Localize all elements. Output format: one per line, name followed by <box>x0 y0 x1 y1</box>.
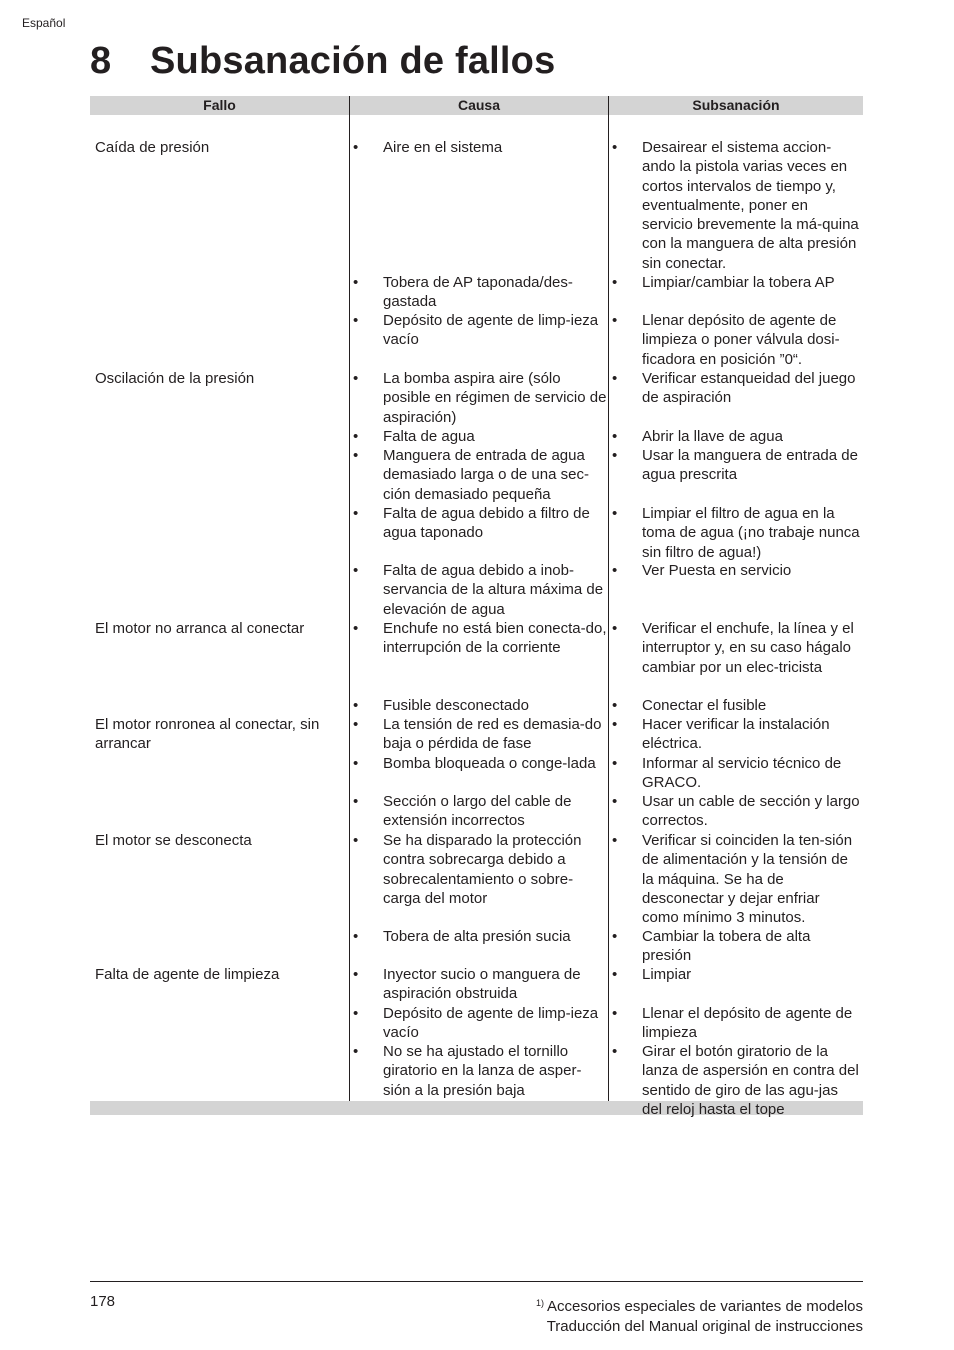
footer-notes <box>536 1293 863 1337</box>
remedy-text: Usar la manguera de entrada de agua prescrita <box>642 447 858 484</box>
cause-text: Falta de agua debido a inob-servancia de la altura máxima de elevación de agua <box>383 562 604 618</box>
footnote-text: Accesorios especiales de variantes de modelos <box>546 1298 863 1315</box>
cause-text: Tobera de AP taponada/des-gastada <box>383 274 573 311</box>
footnote-marker: 1) <box>535 1298 544 1308</box>
bullet: • <box>353 505 359 522</box>
bullet: • <box>612 966 618 983</box>
bullet: • <box>353 755 359 772</box>
remedy-column <box>608 115 863 1118</box>
bullet: • <box>353 1043 359 1060</box>
manual-note: Traducción del Manual original de instrucciones <box>546 1318 863 1335</box>
cause-item <box>353 1042 607 1100</box>
cause-item <box>353 273 607 312</box>
remedy-text: Limpiar <box>642 966 692 983</box>
bullet: • <box>353 793 359 810</box>
remedy-item <box>612 754 860 793</box>
bullet: • <box>612 697 618 714</box>
cause-text: La tensión de red es demasia-do baja o pérdida de fase <box>383 716 602 753</box>
remedy-text: Llenar el depósito de agente de limpieza <box>642 1005 853 1042</box>
remedy-item <box>612 1042 860 1119</box>
remedy-text: Verificar si coinciden la ten-sión de alimentación y la tensión de la máquina. Se ha de desconectar y dejar enfriar como mínimo 3 minutos. <box>642 832 853 927</box>
remedy-item <box>612 715 860 754</box>
bullet: • <box>612 428 618 445</box>
cause-item <box>353 927 607 946</box>
bullet: • <box>353 274 359 291</box>
bullet: • <box>612 832 618 849</box>
cause-text: Se ha disparado la protección contra sobrecarga debido a sobrecalentamiento o sobre-carga del motor <box>383 832 582 907</box>
remedy-item <box>612 311 860 369</box>
bullet: • <box>612 755 618 772</box>
remedy-item <box>612 831 860 927</box>
cause-item <box>353 619 607 658</box>
cause-text: Inyector sucio o manguera de aspiración obstruida <box>383 966 581 1003</box>
cause-text: Tobera de alta presión sucia <box>383 928 571 945</box>
remedy-text: Ver Puesta en servicio <box>642 562 792 579</box>
cause-item <box>353 965 607 1004</box>
fault-cell: Falta de agente de limpieza <box>95 966 280 983</box>
remedy-text: Verificar el enchufe, la línea y el interruptor y, en su caso hágalo cambiar por un elec-tricista <box>642 620 854 676</box>
remedy-text: Conectar el fusible <box>642 697 767 714</box>
page-number: 178 <box>90 1293 116 1310</box>
remedy-item <box>612 427 860 446</box>
bullet: • <box>612 139 618 156</box>
bullet: • <box>612 716 618 733</box>
remedy-item <box>612 792 860 831</box>
cause-text: Sección o largo del cable de extensión incorrectos <box>383 793 572 830</box>
cause-item <box>353 369 607 427</box>
remedy-item <box>612 1004 860 1043</box>
remedy-text: Desairear el sistema accion-ando la pistola varias veces en cortos intervalos de tiempo y, eventualmente, poner en servicio brevemente la má-quina con la manguera de alta presión sin conectar. <box>642 139 859 272</box>
remedy-item <box>612 138 860 273</box>
fault-column <box>90 115 349 1101</box>
fault-cell: El motor ronronea al conectar, sin arrancar <box>95 716 320 753</box>
language-label: Español <box>22 16 66 30</box>
remedy-text: Hacer verificar la instalación eléctrica. <box>642 716 830 753</box>
cause-item <box>353 138 607 157</box>
bullet: • <box>353 620 359 637</box>
remedy-text: Limpiar el filtro de agua en la toma de agua (¡no trabaje nunca sin filtro de agua!) <box>642 505 860 561</box>
cause-text: Fusible desconectado <box>383 697 529 714</box>
cause-text: Manguera de entrada de agua demasiado larga o de una sec-ción demasiado pequeña <box>383 447 589 503</box>
fault-cell: Oscilación de la presión <box>95 370 255 387</box>
bullet: • <box>612 505 618 522</box>
cause-text: Depósito de agente de limp-ieza vacío <box>383 312 599 349</box>
footer-divider <box>90 1281 863 1282</box>
cause-text: La bomba aspira aire (sólo posible en régimen de servicio de aspiración) <box>383 370 607 426</box>
section-title <box>90 40 555 83</box>
remedy-item <box>612 273 860 292</box>
remedy-text: Cambiar la tobera de alta presión <box>642 928 811 965</box>
fault-cell: Caída de presión <box>95 139 210 156</box>
header-fault: Fallo <box>203 97 236 113</box>
footnote <box>536 1293 863 1317</box>
bullet: • <box>353 966 359 983</box>
cause-item <box>353 792 607 831</box>
header-cause: Causa <box>349 96 608 115</box>
cause-item <box>353 504 607 543</box>
cause-text: Falta de agua debido a filtro de agua taponado <box>383 505 590 542</box>
bullet: • <box>353 447 359 464</box>
cause-item <box>353 311 607 350</box>
cause-item <box>353 427 607 446</box>
bullet: • <box>612 370 618 387</box>
remedy-text: Abrir la llave de agua <box>642 428 783 445</box>
cause-text: Enchufe no está bien conecta-do, interrupción de la corriente <box>383 620 607 657</box>
cause-text: No se ha ajustado el tornillo giratorio en la lanza de asper-sión a la presión baja <box>383 1043 582 1099</box>
remedy-item <box>612 446 860 485</box>
bullet: • <box>612 620 618 637</box>
bullet: • <box>612 1005 618 1022</box>
bullet: • <box>612 793 618 810</box>
cause-text: Aire en el sistema <box>383 139 503 156</box>
bullet: • <box>353 1005 359 1022</box>
section-title-text: Subsanación de fallos <box>150 40 556 82</box>
bullet: • <box>353 139 359 156</box>
remedy-text: Usar un cable de sección y largo correctos. <box>642 793 860 830</box>
bullet: • <box>612 562 618 579</box>
cause-text: Bomba bloqueada o conge-lada <box>383 755 596 772</box>
remedy-item <box>612 927 860 966</box>
cause-text: Falta de agua <box>383 428 475 445</box>
remedy-item <box>612 369 860 408</box>
cause-item <box>353 1004 607 1043</box>
bullet: • <box>353 928 359 945</box>
remedy-item <box>612 965 860 984</box>
cause-column <box>349 115 608 1101</box>
bullet: • <box>353 697 359 714</box>
remedy-text: Informar al servicio técnico de GRACO. <box>642 755 842 792</box>
bullet: • <box>612 928 618 945</box>
cause-item <box>353 696 607 715</box>
table-header-row <box>90 96 863 115</box>
remedy-item <box>612 561 860 580</box>
cause-item <box>353 754 607 773</box>
bullet: • <box>353 312 359 329</box>
fault-cell: El motor no arranca al conectar <box>95 620 305 637</box>
troubleshooting-table <box>90 96 863 1118</box>
remedy-item <box>612 619 860 677</box>
remedy-item <box>612 504 860 562</box>
fault-cell: El motor se desconecta <box>95 832 252 849</box>
bullet: • <box>353 716 359 733</box>
section-number: 8 <box>90 40 112 82</box>
remedy-text: Llenar depósito de agente de limpieza o poner válvula dosi-ficadora en posición ”0“. <box>642 312 840 368</box>
bullet: • <box>353 562 359 579</box>
table-body <box>90 115 863 1118</box>
remedy-text: Limpiar/cambiar la tobera AP <box>642 274 835 291</box>
bullet: • <box>353 832 359 849</box>
cause-item <box>353 715 607 754</box>
bullet: • <box>612 274 618 291</box>
cause-item <box>353 446 607 504</box>
bullet: • <box>612 1043 618 1060</box>
cause-text: Depósito de agente de limp-ieza vacío <box>383 1005 599 1042</box>
header-remedy: Subsanación <box>608 96 863 115</box>
cause-item <box>353 831 607 908</box>
remedy-item <box>612 696 860 715</box>
bullet: • <box>353 428 359 445</box>
remedy-text: Verificar estanqueidad del juego de aspiración <box>642 370 856 407</box>
cause-item <box>353 561 607 619</box>
bullet: • <box>612 447 618 464</box>
bullet: • <box>612 312 618 329</box>
bullet: • <box>353 370 359 387</box>
remedy-text: Girar el botón giratorio de la lanza de aspersión en contra del sentido de giro de las agu-jas del reloj hasta el tope <box>642 1043 859 1118</box>
